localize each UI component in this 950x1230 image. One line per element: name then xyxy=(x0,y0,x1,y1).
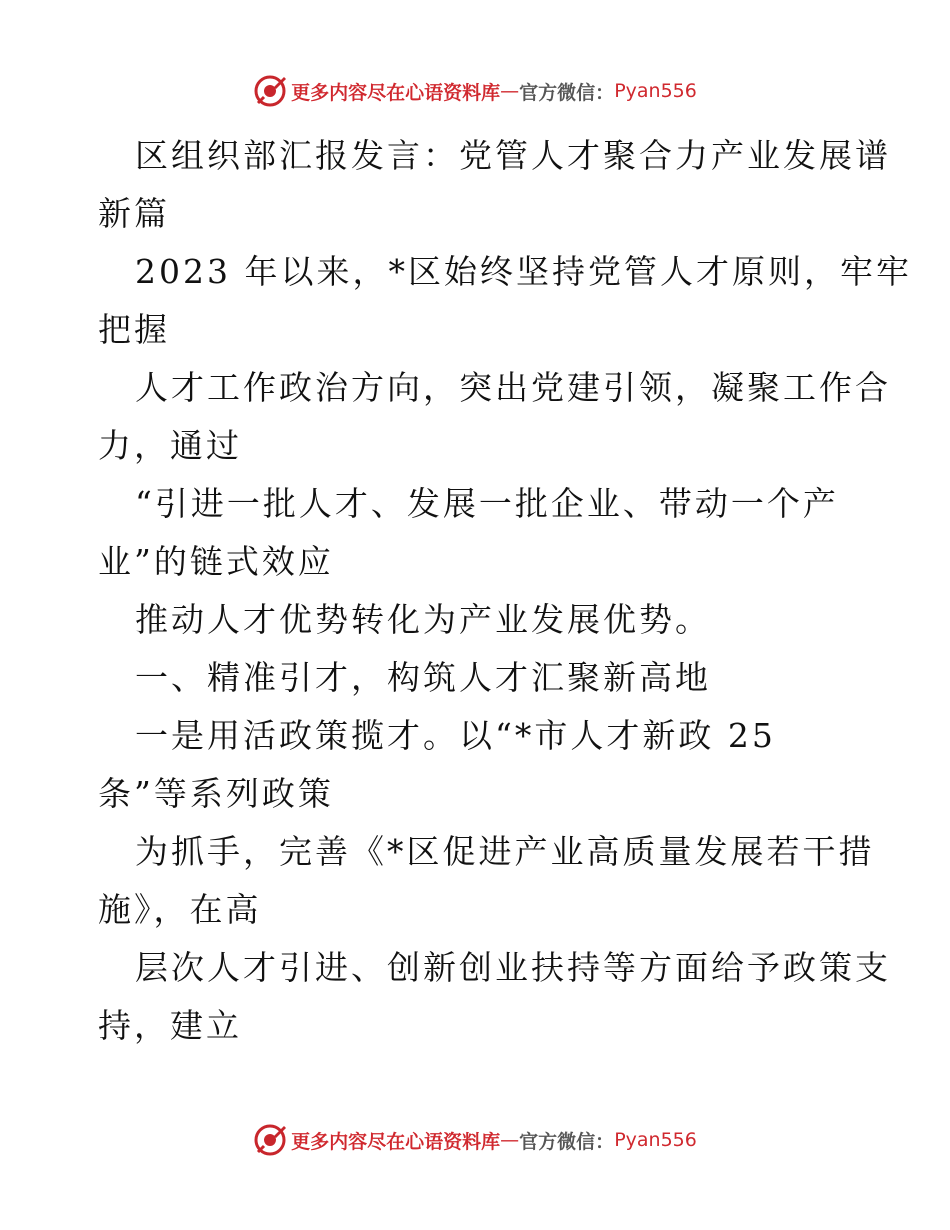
banner-main-text: 更多内容尽在心语资料库 xyxy=(291,1130,501,1153)
footer-watermark xyxy=(0,1120,950,1160)
paragraph-line: 把握 xyxy=(98,310,170,349)
paragraph-line: 推动人才优势转化为产业发展优势。 xyxy=(135,600,711,639)
paragraph-line: 层次人才引进、创新创业扶持等方面给予政策支 xyxy=(135,948,891,987)
paragraph-line: 2023 年以来，*区始终坚持党管人才原则，牢牢 xyxy=(135,252,912,291)
paragraph-line: 持，建立 xyxy=(98,1006,242,1045)
paragraph-line: 为抓手，完善《*区促进产业高质量发展若干措 xyxy=(135,832,875,871)
section-heading: 一、精准引才，构筑人才汇聚新高地 xyxy=(135,658,711,697)
paragraph-line: 施》，在高 xyxy=(98,890,262,929)
paragraph-line: 力，通过 xyxy=(98,426,242,465)
header-watermark xyxy=(0,71,950,111)
title-line-1: 区组织部汇报发言：党管人才聚合力产业发展谱 xyxy=(135,136,891,175)
paragraph-line: 条”等系列政策 xyxy=(98,774,334,813)
paragraph-line: 业”的链式效应 xyxy=(98,542,334,581)
title-line-2: 新篇 xyxy=(98,194,170,233)
banner-official-label: 官方微信： xyxy=(519,81,615,104)
logo-icon xyxy=(253,74,287,108)
document-body xyxy=(98,127,912,1055)
banner-dash: — xyxy=(500,80,520,102)
banner-wechat-id: Pyan556 xyxy=(614,1129,697,1151)
paragraph-line: 一是用活政策揽才。以“*市人才新政 25 xyxy=(135,716,776,755)
banner-wechat-id: Pyan556 xyxy=(614,80,697,102)
logo-icon xyxy=(253,1123,287,1157)
paragraph-line: “引进一批人才、发展一批企业、带动一个产 xyxy=(135,484,839,523)
banner-official-label: 官方微信： xyxy=(519,1130,615,1153)
paragraph-line: 人才工作政治方向，突出党建引领，凝聚工作合 xyxy=(135,368,891,407)
banner-dash: — xyxy=(500,1129,520,1151)
banner-main-text: 更多内容尽在心语资料库 xyxy=(291,81,501,104)
